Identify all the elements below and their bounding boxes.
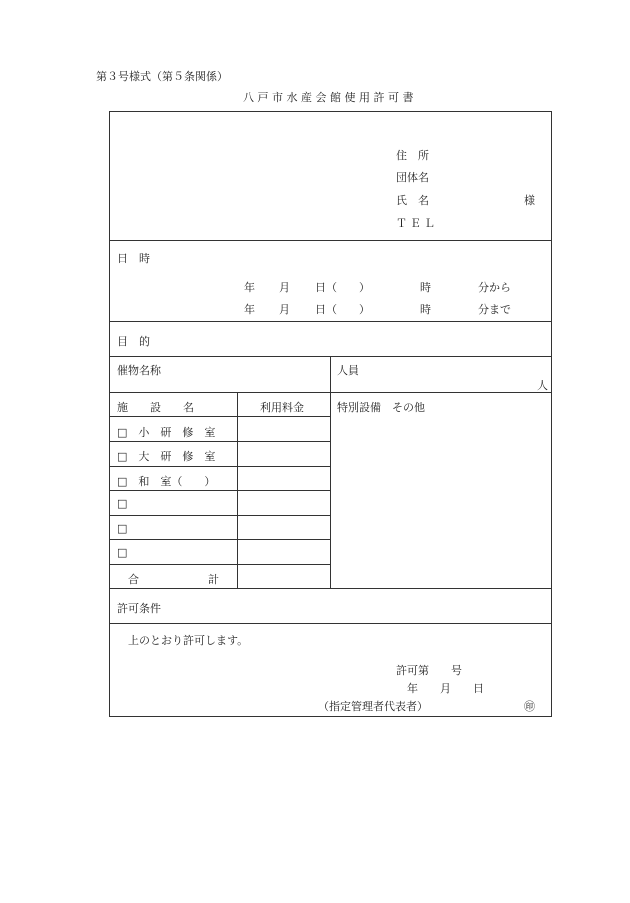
form-number: 第３号様式（第５条関係） bbox=[96, 70, 228, 83]
divider-conditions bbox=[109, 623, 552, 624]
attendees-label: 人員 bbox=[337, 364, 359, 377]
divider-applicant bbox=[109, 240, 552, 241]
from-day: 日（ ） bbox=[315, 281, 370, 294]
conditions-label: 許可条件 bbox=[117, 602, 161, 615]
from-month: 月 bbox=[279, 281, 290, 294]
attendees-unit: 人 bbox=[537, 379, 548, 392]
divider-datetime bbox=[109, 321, 552, 322]
divider-facilities bbox=[109, 588, 552, 589]
group-name-label: 団体名 bbox=[396, 171, 429, 184]
permit-number: 許可第 号 bbox=[396, 664, 462, 677]
from-year: 年 bbox=[244, 281, 255, 294]
total-label-1: 合 bbox=[128, 573, 139, 586]
divider-fac-5 bbox=[109, 539, 330, 540]
total-label-2: 計 bbox=[208, 573, 219, 586]
from-hour: 時 bbox=[420, 281, 431, 294]
divider-fac-2 bbox=[109, 466, 330, 467]
to-year: 年 bbox=[244, 303, 255, 316]
approval-date: 年 月 日 bbox=[407, 682, 484, 695]
form-title: 八 戸 市 水 産 会 館 使 用 許 可 書 bbox=[243, 91, 414, 104]
divider-fac-header bbox=[109, 416, 330, 417]
address-label: 住 所 bbox=[396, 149, 429, 162]
divider-fac-3 bbox=[109, 490, 330, 491]
divider-fac-6 bbox=[109, 564, 330, 565]
to-minute: 分まで bbox=[478, 303, 511, 316]
divider-fee-vertical bbox=[237, 392, 238, 588]
name-label: 氏 名 bbox=[396, 194, 429, 207]
event-name-label: 催物名称 bbox=[117, 364, 161, 377]
datetime-label: 日 時 bbox=[117, 252, 150, 265]
divider-fac-4 bbox=[109, 515, 330, 516]
purpose-label: 目 的 bbox=[117, 335, 150, 348]
manager-label: （指定管理者代表者） bbox=[318, 700, 428, 713]
divider-fac-1 bbox=[109, 441, 330, 442]
to-month: 月 bbox=[279, 303, 290, 316]
divider-event-vertical bbox=[330, 356, 331, 588]
fee-header: 利用料金 bbox=[260, 401, 304, 414]
to-day: 日（ ） bbox=[315, 303, 370, 316]
facility-row-blank-2: □ bbox=[117, 522, 128, 535]
facility-row-japanese-room: □ 和 室（ ） bbox=[117, 475, 216, 488]
to-hour: 時 bbox=[420, 303, 431, 316]
special-equipment-header: 特別設備 その他 bbox=[337, 401, 425, 414]
from-minute: 分から bbox=[478, 281, 511, 294]
facility-row-small-training: □ 小 研 修 室 bbox=[117, 426, 216, 439]
approval-statement: 上のとおり許可します。 bbox=[128, 634, 249, 647]
seal-mark: ㊞ bbox=[524, 700, 535, 713]
tel-label: ＴＥＬ bbox=[396, 217, 438, 230]
facility-row-blank-1: □ bbox=[117, 497, 128, 510]
facility-header: 施 設 名 bbox=[117, 401, 194, 414]
honorific-label: 様 bbox=[524, 194, 535, 207]
facility-row-blank-3: □ bbox=[117, 546, 128, 559]
facility-row-large-training: □ 大 研 修 室 bbox=[117, 450, 216, 463]
